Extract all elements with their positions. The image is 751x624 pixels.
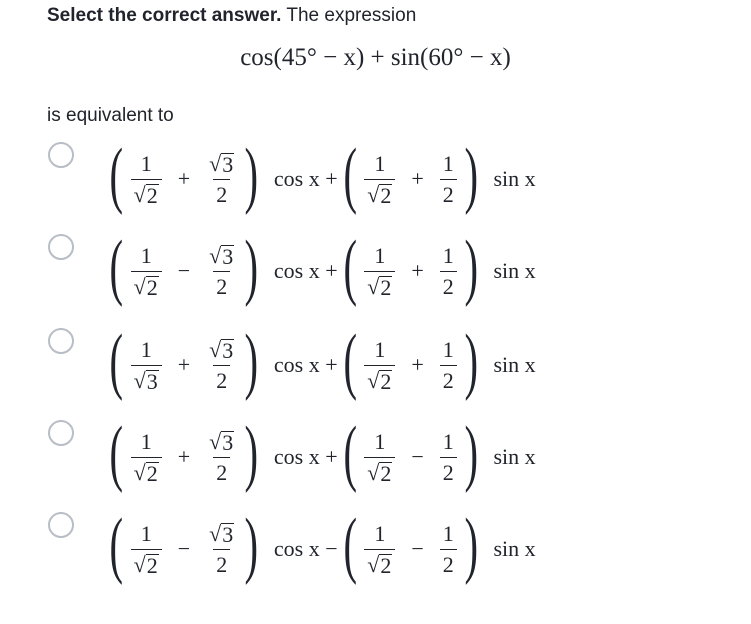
fraction (440, 244, 457, 299)
denominator: 2 (213, 179, 230, 207)
radio-button[interactable] (48, 420, 74, 446)
radicand: 3 (222, 243, 234, 269)
denominator (364, 271, 395, 299)
fraction (440, 430, 457, 485)
cos-term: cos x + (273, 166, 338, 191)
operator: + (411, 166, 424, 191)
denominator: 2 (213, 271, 230, 299)
left-paren: ( (343, 504, 357, 586)
option-expression (108, 136, 540, 222)
numerator: 1 (442, 150, 454, 176)
denominator (364, 179, 395, 207)
fraction (364, 338, 395, 393)
right-paren: ) (244, 412, 259, 494)
sin-term: sin x (493, 352, 536, 377)
given-expression: cos(45° − x) + sin(60° − x) (240, 44, 511, 71)
radio-button[interactable] (48, 234, 74, 260)
numerator: 1 (140, 520, 152, 546)
sin-term: sin x (493, 536, 536, 561)
radicand: 2 (380, 368, 392, 394)
denominator (131, 179, 162, 207)
sqrt-symbol: √ (209, 150, 222, 176)
question-prompt-continuation: is equivalent to (47, 105, 174, 126)
sqrt-symbol: √ (133, 459, 146, 485)
radicand: 2 (380, 552, 392, 578)
sqrt-symbol: √ (133, 551, 146, 577)
numerator (206, 522, 237, 549)
denominator (131, 457, 162, 485)
fraction (131, 244, 162, 299)
radicand: 3 (222, 151, 234, 177)
left-paren: ( (109, 412, 124, 494)
left-paren: ( (343, 226, 357, 308)
sqrt-symbol: √ (367, 459, 380, 485)
option-expression (108, 322, 540, 408)
fraction (440, 152, 457, 207)
radicand: 3 (222, 337, 234, 363)
sqrt-symbol: √ (367, 273, 380, 299)
right-paren: ) (464, 226, 478, 308)
numerator: 1 (374, 150, 386, 176)
denominator: 2 (440, 271, 457, 299)
question-prompt (47, 4, 416, 28)
fraction (131, 338, 162, 393)
prompt-instruction: Select the correct answer. (47, 5, 282, 26)
numerator: 1 (140, 336, 152, 362)
option-expression (108, 506, 540, 592)
radicand: 2 (146, 460, 158, 486)
fraction (131, 430, 162, 485)
right-paren: ) (244, 504, 259, 586)
left-paren: ( (343, 134, 357, 216)
left-paren: ( (109, 320, 124, 402)
cos-term: cos x − (273, 536, 338, 561)
radicand: 2 (380, 182, 392, 208)
cos-term: cos x + (273, 258, 338, 283)
sqrt-symbol: √ (209, 242, 222, 268)
operator: − (177, 536, 191, 561)
fraction (364, 244, 395, 299)
radicand: 2 (146, 274, 158, 300)
denominator: 2 (213, 549, 230, 577)
fraction (131, 152, 162, 207)
denominator: 2 (440, 365, 457, 393)
answer-option-5[interactable] (40, 506, 600, 592)
operator: − (411, 536, 424, 561)
operator: + (177, 352, 191, 377)
fraction (206, 338, 237, 393)
radicand: 3 (222, 429, 234, 455)
radicand: 2 (380, 274, 392, 300)
numerator: 1 (374, 242, 386, 268)
numerator (206, 152, 237, 179)
radio-button[interactable] (48, 512, 74, 538)
answer-option-4[interactable] (40, 414, 600, 500)
right-paren: ) (244, 134, 259, 216)
fraction (131, 522, 162, 577)
sqrt-symbol: √ (133, 181, 146, 207)
fraction (364, 430, 395, 485)
operator: + (411, 352, 424, 377)
answer-option-3[interactable] (40, 322, 600, 408)
denominator: 2 (440, 457, 457, 485)
answer-option-2[interactable] (40, 228, 600, 314)
operator: − (177, 258, 191, 283)
fraction (206, 152, 237, 207)
denominator (364, 549, 395, 577)
right-paren: ) (244, 320, 259, 402)
sqrt-symbol: √ (209, 428, 222, 454)
numerator: 1 (140, 150, 152, 176)
denominator: 2 (213, 457, 230, 485)
sin-term: sin x (493, 166, 536, 191)
sqrt-symbol: √ (367, 367, 380, 393)
sqrt-symbol: √ (133, 367, 146, 393)
option-expression (108, 414, 540, 500)
radicand: 2 (146, 552, 158, 578)
answer-option-1[interactable] (40, 136, 600, 222)
radio-button[interactable] (48, 142, 74, 168)
numerator (206, 244, 237, 271)
operator: + (177, 444, 191, 469)
radicand: 3 (146, 368, 158, 394)
denominator (364, 457, 395, 485)
right-paren: ) (464, 412, 478, 494)
operator: + (411, 258, 424, 283)
cos-term: cos x + (273, 352, 338, 377)
numerator: 1 (140, 242, 152, 268)
option-expression (108, 228, 540, 314)
sqrt-symbol: √ (209, 520, 222, 546)
fraction (206, 430, 237, 485)
right-paren: ) (244, 226, 259, 308)
sin-term: sin x (493, 258, 536, 283)
numerator: 1 (442, 336, 454, 362)
operator: − (411, 444, 424, 469)
fraction (206, 244, 237, 299)
operator: + (177, 166, 191, 191)
left-paren: ( (343, 320, 357, 402)
fraction (440, 338, 457, 393)
left-paren: ( (109, 504, 124, 586)
denominator: 2 (440, 179, 457, 207)
numerator: 1 (374, 336, 386, 362)
denominator: 2 (213, 365, 230, 393)
sqrt-symbol: √ (209, 336, 222, 362)
right-paren: ) (464, 320, 478, 402)
numerator (206, 430, 237, 457)
sqrt-symbol: √ (367, 551, 380, 577)
sin-term: sin x (493, 444, 536, 469)
radicand: 2 (380, 460, 392, 486)
numerator: 1 (442, 242, 454, 268)
denominator (131, 365, 162, 393)
radicand: 3 (222, 521, 234, 547)
numerator: 1 (374, 428, 386, 454)
right-paren: ) (464, 504, 478, 586)
left-paren: ( (343, 412, 357, 494)
numerator: 1 (442, 520, 454, 546)
numerator: 1 (140, 428, 152, 454)
cos-term: cos x + (273, 444, 338, 469)
left-paren: ( (109, 226, 124, 308)
radicand: 2 (146, 182, 158, 208)
left-paren: ( (109, 134, 124, 216)
fraction (206, 522, 237, 577)
fraction (364, 522, 395, 577)
denominator (364, 365, 395, 393)
numerator: 1 (442, 428, 454, 454)
denominator: 2 (440, 549, 457, 577)
fraction (440, 522, 457, 577)
fraction (364, 152, 395, 207)
numerator (206, 338, 237, 365)
denominator (131, 549, 162, 577)
numerator: 1 (374, 520, 386, 546)
radio-button[interactable] (48, 328, 74, 354)
sqrt-symbol: √ (367, 181, 380, 207)
sqrt-symbol: √ (133, 273, 146, 299)
prompt-text: The expression (281, 5, 417, 26)
denominator (131, 271, 162, 299)
right-paren: ) (464, 134, 478, 216)
